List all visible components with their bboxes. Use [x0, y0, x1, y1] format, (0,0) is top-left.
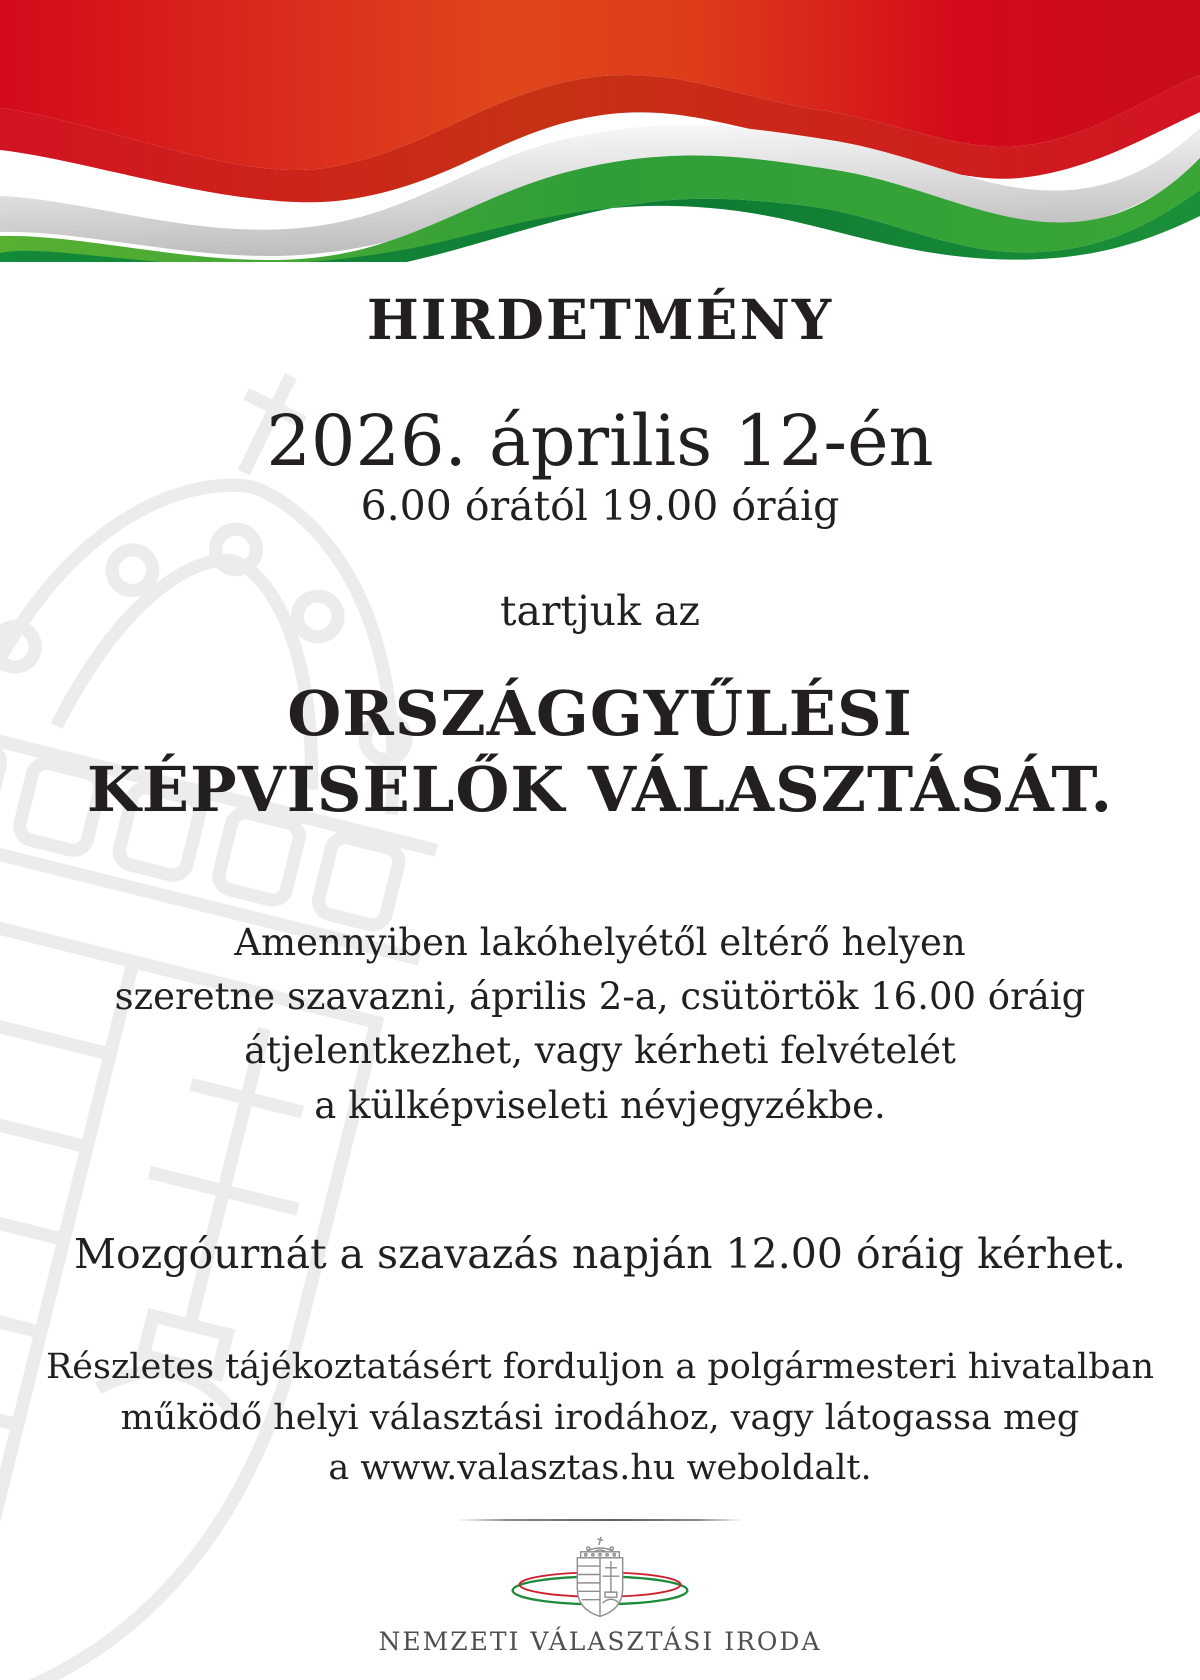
paragraph-info — [0, 1342, 1200, 1492]
footer-divider — [457, 1519, 743, 1521]
paragraph-transfer-line: átjelentkezhet, vagy kérheti felvételét — [244, 1029, 956, 1073]
main-title — [0, 676, 1200, 827]
paragraph-mobile-ballot: Mozgóurnát a szavazás napján 12.00 óráig kérhet. — [74, 1230, 1126, 1279]
voting-hours: 6.00 órától 19.00 óráig — [360, 482, 840, 530]
paragraph-info-line: Részletes tájékoztatásért forduljon a polgármesteri hivatalban — [45, 1347, 1155, 1388]
poster-content — [0, 287, 1200, 1656]
paragraph-transfer-line: szeretne szavazni, április 2-a, csütörtök 16.00 óráig — [114, 975, 1086, 1018]
hungarian-flag-wave-icon — [0, 0, 1200, 262]
paragraph-info-line: a www.valasztas.hu weboldalt. — [328, 1447, 872, 1488]
paragraph-transfer-line: Amennyiben lakóhelyétől eltérő helyen — [234, 920, 966, 964]
paragraph-transfer-line: a külképviseleti névjegyzékbe. — [314, 1083, 886, 1127]
main-title-line-1: ORSZÁGGYŰLÉSI — [287, 677, 913, 751]
page-title: HIRDETMÉNY — [366, 287, 834, 352]
paragraph-transfer — [0, 916, 1200, 1134]
election-date: 2026. április 12-én — [266, 400, 934, 482]
nvi-coat-of-arms-logo-icon — [502, 1535, 698, 1619]
paragraph-info-line: működő helyi választási irodához, vagy látogassa meg — [120, 1397, 1080, 1438]
main-title-line-2: KÉPVISELŐK VÁLASZTÁSÁT. — [86, 753, 1114, 826]
lead-in-text: tartjuk az — [499, 587, 701, 636]
footer-org-name: NEMZETI VÁLASZTÁSI IRODA — [378, 1626, 822, 1656]
